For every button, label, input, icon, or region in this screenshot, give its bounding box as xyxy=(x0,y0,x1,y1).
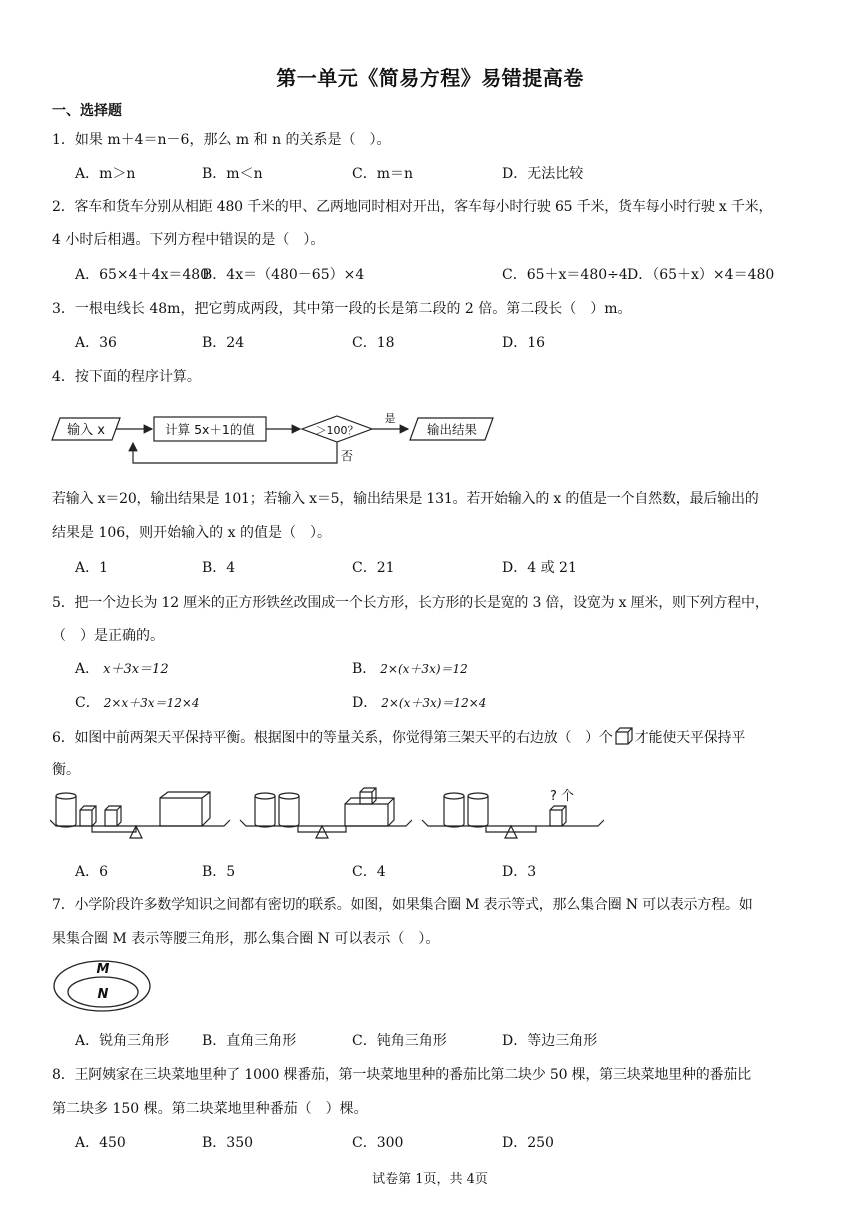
q8-option-d: D．250 xyxy=(502,1135,554,1151)
q6-option-c: C．4 xyxy=(352,864,386,880)
q5-stem-line1: 5．把一个边长为 12 厘米的正方形铁丝改围成一个长方形，长方形的长是宽的 3 倍，设宽为 x 厘米，则下列方程中， xyxy=(52,595,769,611)
q1-option-b: B．m＜n xyxy=(202,166,263,182)
q6-stem-part1: 6．如图中前两架天平保持平衡。根据图中的等量关系，你觉得第三架天平的右边放（ ）个 xyxy=(52,730,613,746)
flow-input-label: 输入 x xyxy=(67,423,105,438)
q6-option-d: D．3 xyxy=(502,864,537,880)
q5-option-a: A． x＋3x＝12 xyxy=(75,661,169,677)
q1-option-a: A．m＞n xyxy=(75,166,136,182)
q4-text-line2: 结果是 106，则开始输入的 x 的值是（ ）。 xyxy=(52,525,331,541)
q6-option-b: B．5 xyxy=(202,864,236,880)
q3-stem: 3．一根电线长 48m，把它剪成两段，其中第一段的长是第二段的 2 倍。第二段长（ ）m。 xyxy=(52,301,632,317)
q5-stem-line2: （ ）是正确的。 xyxy=(52,628,164,644)
q4-option-b: B．4 xyxy=(202,560,236,576)
flow-loop-back xyxy=(133,442,337,463)
section-heading: 一、选择题 xyxy=(52,103,122,119)
flow-calc-label: 计算 5x＋1的值 xyxy=(165,422,255,437)
flow-output-label: 输出结果 xyxy=(426,422,478,437)
q8-option-c: C．300 xyxy=(352,1135,404,1151)
q7-set-diagram xyxy=(50,958,156,1014)
flow-no-label: 否 xyxy=(340,449,354,463)
q4-stem: 4．按下面的程序计算。 xyxy=(52,369,201,385)
q7-stem-line2: 果集合圈 M 表示等腰三角形，那么集合圈 N 可以表示（ ）。 xyxy=(52,931,440,947)
q8-option-a: A．450 xyxy=(75,1135,126,1151)
q2-option-a: A．65×4＋4x＝480 xyxy=(75,267,210,283)
q5-option-d: D． 2×(x＋3x)＝12×4 xyxy=(352,695,487,711)
q7-option-b: B．直角三角形 xyxy=(202,1033,297,1049)
q6-option-a: A．6 xyxy=(75,864,109,880)
q1-option-d: D．无法比较 xyxy=(502,166,584,182)
q8-option-b: B．350 xyxy=(202,1135,254,1151)
q4-option-c: C．21 xyxy=(352,560,395,576)
q1-option-c: C．m＝n xyxy=(352,166,414,182)
q3-option-d: D．16 xyxy=(502,335,546,351)
q5-option-c: C． 2×x＋3x＝12×4 xyxy=(75,695,200,711)
q6-stem-line2: 衡。 xyxy=(52,762,80,778)
balance-3-question-mark: ? 个 xyxy=(549,789,575,804)
q6-stem-line1 xyxy=(52,726,745,747)
q5-option-b: B． 2×(x＋3x)＝12 xyxy=(352,661,468,677)
q4-option-d: D．4 或 21 xyxy=(502,560,577,576)
q2-option-b: B．4x＝（480－65）×4 xyxy=(202,267,365,283)
balance-1 xyxy=(50,792,230,838)
q3-option-a: A．36 xyxy=(75,335,117,351)
q6-stem-part2: 才能使天平保持平 xyxy=(634,730,746,746)
flow-yes-label: 是 xyxy=(384,412,396,425)
q7-option-c: C．钝角三角形 xyxy=(352,1033,447,1049)
set-m-label: M xyxy=(96,962,110,977)
q8-stem-line1: 8．王阿姨家在三块菜地里种了 1000 棵番茄，第一块菜地里种的番茄比第二块少 50 棵，第三块菜地里种的番茄比 xyxy=(52,1067,751,1083)
q2-option-d: D．（65＋x）×4＝480 xyxy=(627,267,775,283)
balance-2 xyxy=(240,788,412,838)
q7-stem-line1: 7．小学阶段许多数学知识之间都有密切的联系。如图，如果集合圈 M 表示等式，那么集合圈 N 可以表示方程。如 xyxy=(52,897,753,913)
q2-option-c: C．65＋x＝480÷4 xyxy=(502,267,628,283)
q4-flowchart xyxy=(50,408,500,470)
balance-3 xyxy=(422,793,604,838)
q7-option-d: D．等边三角形 xyxy=(502,1033,598,1049)
q2-stem-line1: 2．客车和货车分别从相距 480 千米的甲、乙两地同时相对开出，客车每小时行驶 65 千米，货车每小时行驶 x 千米， xyxy=(52,199,773,215)
q4-option-a: A．1 xyxy=(75,560,109,576)
q8-stem-line2: 第二块多 150 棵。第二块菜地里种番茄（ ）棵。 xyxy=(52,1101,368,1117)
flow-condition-label: ＞100？ xyxy=(315,424,359,437)
q4-text-line1: 若输入 x＝20，输出结果是 101；若输入 x＝5，输出结果是 131。若开始输入的 x 的值是一个自然数，最后输出的 xyxy=(52,491,759,507)
q1-stem: 1．如果 m＋4＝n－6，那么 m 和 n 的关系是（ ）。 xyxy=(52,132,391,148)
cube-icon xyxy=(614,726,634,746)
q3-option-c: C．18 xyxy=(352,335,395,351)
set-n-label: N xyxy=(97,987,109,1002)
q3-option-b: B．24 xyxy=(202,335,245,351)
q2-stem-line2: 4 小时后相遇。下列方程中错误的是（ ）。 xyxy=(52,232,325,248)
q7-option-a: A．锐角三角形 xyxy=(75,1033,170,1049)
page-footer: 试卷第 1页，共 4页 xyxy=(372,1172,488,1187)
page-title: 第一单元《简易方程》易错提高卷 xyxy=(276,66,584,90)
q6-balance-scales xyxy=(50,786,610,852)
